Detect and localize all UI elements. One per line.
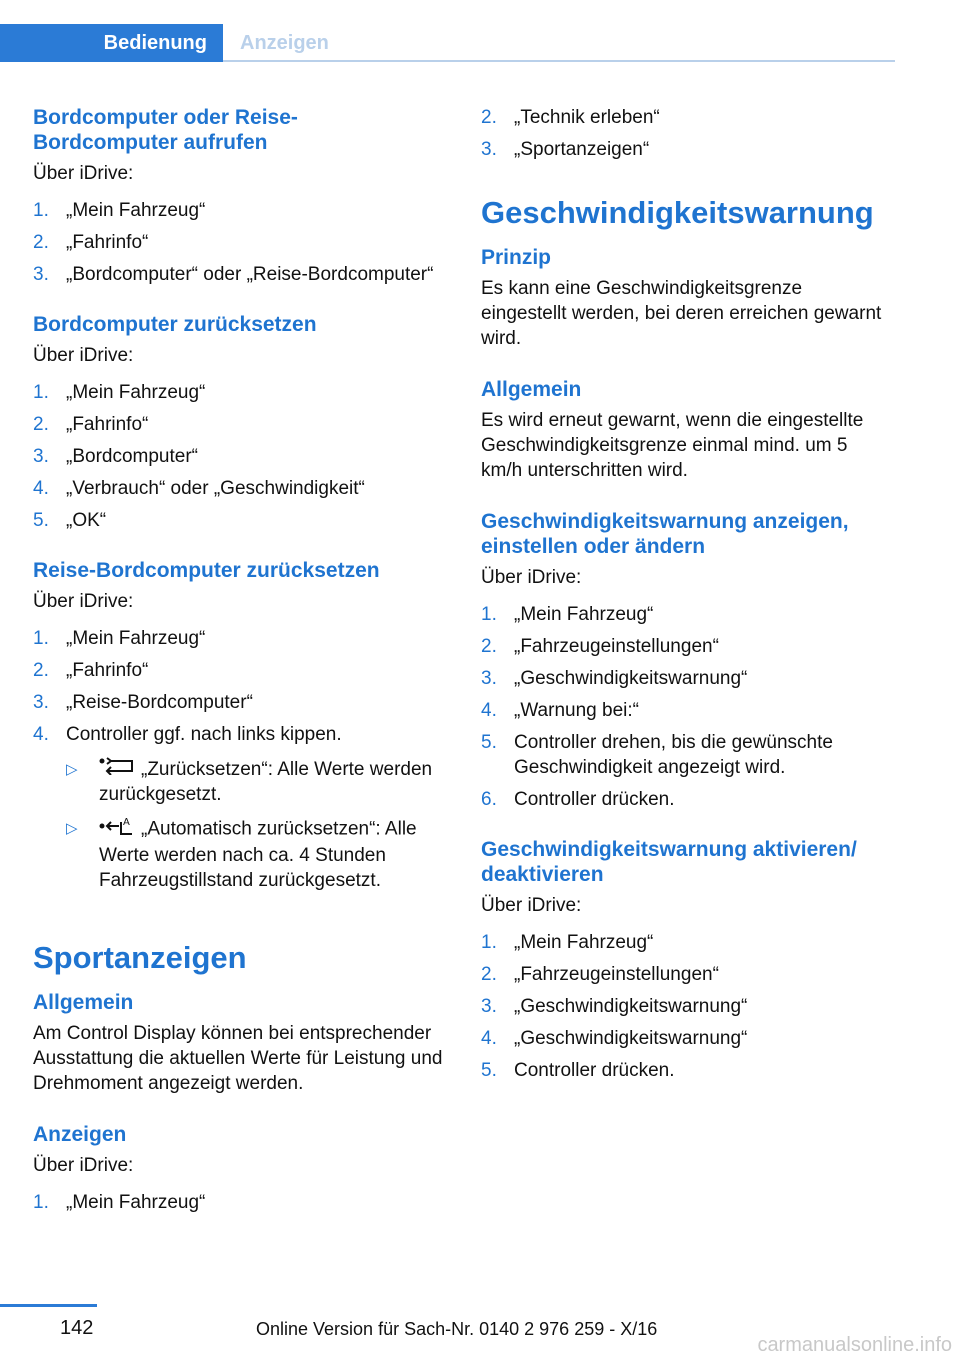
list-item: 3. „Geschwindigkeitswarnung“ xyxy=(481,996,748,1017)
intro-text: Über iDrive: xyxy=(33,591,134,612)
list-item: 4. „Verbrauch“ oder „Geschwindigkeit“ xyxy=(33,478,365,499)
list-item: 5. „OK“ xyxy=(33,510,107,531)
intro-text: Über iDrive: xyxy=(33,163,134,184)
list-item: 5. Controller drehen, bis die gewünschte Geschwindigkeit angezeigt wird. xyxy=(481,732,833,778)
list-item: 1. „Mein Fahrzeug“ xyxy=(33,628,206,649)
list-item: 3. „Reise-Bordcomputer“ xyxy=(33,692,253,713)
list-item: 2. „Technik erleben“ xyxy=(481,107,660,128)
list-item: 4. Controller ggf. nach links kippen. ▷ „Zurücksetzen“: Alle Werte werden zurückgesetzt. ▷ A „Automatisch zurücksetzen“: Alle Werte werden nach ca. 4 Stunden Fahrzeugstillstand zurückgesetzt. xyxy=(33,722,443,893)
paragraph-text: Es kann eine Geschwindigkeitsgrenze eingestellt werden, bei deren erreichen gewarnt wird. xyxy=(481,278,882,349)
list-item: 2. „Fahrinfo“ xyxy=(33,414,149,435)
list-item: 4. „Geschwindigkeitswarnung“ xyxy=(481,1028,748,1049)
tab-bedienung[interactable]: Bedienung xyxy=(0,24,223,62)
list-item: 2. „Fahrinfo“ xyxy=(33,660,149,681)
section-title-bordcomputer-aufrufen: Bordcomputer oder Reise- Bordcomputer aufrufen xyxy=(33,106,298,154)
section-title-sportanzeigen: Sportanzeigen xyxy=(33,940,247,976)
tab-anzeigen[interactable]: Anzeigen xyxy=(240,31,329,54)
paragraph-text: Es wird erneut gewarnt, wenn die eingestellte Geschwindigkeitsgrenze einmal mind. um 5 km/h unterschritten wird. xyxy=(481,410,864,481)
subsection-title-allgemein: Allgemein xyxy=(33,991,134,1015)
reset-icon xyxy=(99,757,133,782)
list-item: 3. „Bordcomputer“ xyxy=(33,446,198,467)
intro-text: Über iDrive: xyxy=(481,895,582,916)
list-item: 2. „Fahrinfo“ xyxy=(33,232,149,253)
list-item: 2. „Fahrzeugeinstellungen“ xyxy=(481,636,719,657)
triangle-bullet-icon: ▷ xyxy=(66,761,78,778)
steps-list xyxy=(33,626,443,893)
list-item: 6. Controller drücken. xyxy=(481,789,675,810)
section-title-geschwindigkeitswarnung: Geschwindigkeitswarnung xyxy=(481,195,874,230)
steps-list xyxy=(481,930,891,1083)
sub-list xyxy=(66,757,443,893)
list-item: 1. „Mein Fahrzeug“ xyxy=(33,200,206,221)
subsection-title-allgemein: Allgemein xyxy=(481,378,582,401)
list-item: 1. „Mein Fahrzeug“ xyxy=(481,604,654,625)
intro-text: Über iDrive: xyxy=(481,567,582,588)
left-column xyxy=(33,105,443,1222)
list-item: 1. „Mein Fahrzeug“ xyxy=(481,932,654,953)
list-item: 4. „Warnung bei:“ xyxy=(481,700,639,721)
page-number: 142 xyxy=(60,1317,94,1339)
list-item: 5. Controller drücken. xyxy=(481,1060,675,1081)
subsection-title-anzeigen-einstellen: Geschwindigkeitswarnung anzeigen, einstellen oder ändern xyxy=(481,510,849,558)
footer-version-text: Online Version für Sach-Nr. 0140 2 976 259 - X/16 xyxy=(256,1319,658,1339)
triangle-bullet-icon: ▷ xyxy=(66,820,78,838)
right-column xyxy=(481,105,891,1090)
intro-text: Über iDrive: xyxy=(33,345,134,366)
subsection-title-prinzip: Prinzip xyxy=(481,246,552,269)
header-tabs xyxy=(0,24,895,62)
steps-list xyxy=(33,380,443,533)
paragraph-text: Am Control Display können bei entsprechender Ausstattung die aktuellen Werte für Leistung und Drehmoment angezeigt werden. xyxy=(33,1023,443,1095)
steps-list-continued xyxy=(481,105,891,162)
tab-divider xyxy=(223,60,895,62)
section-title-reise-bordcomputer-zuruecksetzen: Reise-Bordcomputer zurücksetzen xyxy=(33,559,380,582)
steps-list xyxy=(33,198,443,287)
list-item: 3. „Bordcomputer“ oder „Reise-Bordcomputer“ xyxy=(33,264,434,285)
sub-list-item: ▷ „Zurücksetzen“: Alle Werte werden zurückgesetzt. xyxy=(66,759,433,806)
list-item: 3. „Sportanzeigen“ xyxy=(481,139,650,160)
list-item: 1. „Mein Fahrzeug“ xyxy=(33,382,206,403)
watermark: carmanualsonline.info xyxy=(757,1334,952,1356)
list-item: 2. „Fahrzeugeinstellungen“ xyxy=(481,964,719,985)
intro-text: Über iDrive: xyxy=(33,1155,134,1177)
section-title-bordcomputer-zuruecksetzen: Bordcomputer zurücksetzen xyxy=(33,313,317,336)
list-item: 3. „Geschwindigkeitswarnung“ xyxy=(481,668,748,689)
steps-list xyxy=(33,1190,443,1215)
subsection-title-anzeigen: Anzeigen xyxy=(33,1123,127,1147)
footer-divider xyxy=(0,1304,97,1307)
list-item: 1. „Mein Fahrzeug“ xyxy=(33,1192,206,1214)
steps-list xyxy=(481,602,891,812)
auto-reset-icon xyxy=(99,816,133,843)
svg-text:A: A xyxy=(123,817,130,829)
subsection-title-aktivieren-deaktivieren: Geschwindigkeitswarnung aktivieren/ deaktivieren xyxy=(481,838,857,886)
sub-list-item: ▷ A „Automatisch zurücksetzen“: Alle Werte werden nach ca. 4 Stunden Fahrzeugstillstand zurückgesetzt. xyxy=(66,817,417,892)
